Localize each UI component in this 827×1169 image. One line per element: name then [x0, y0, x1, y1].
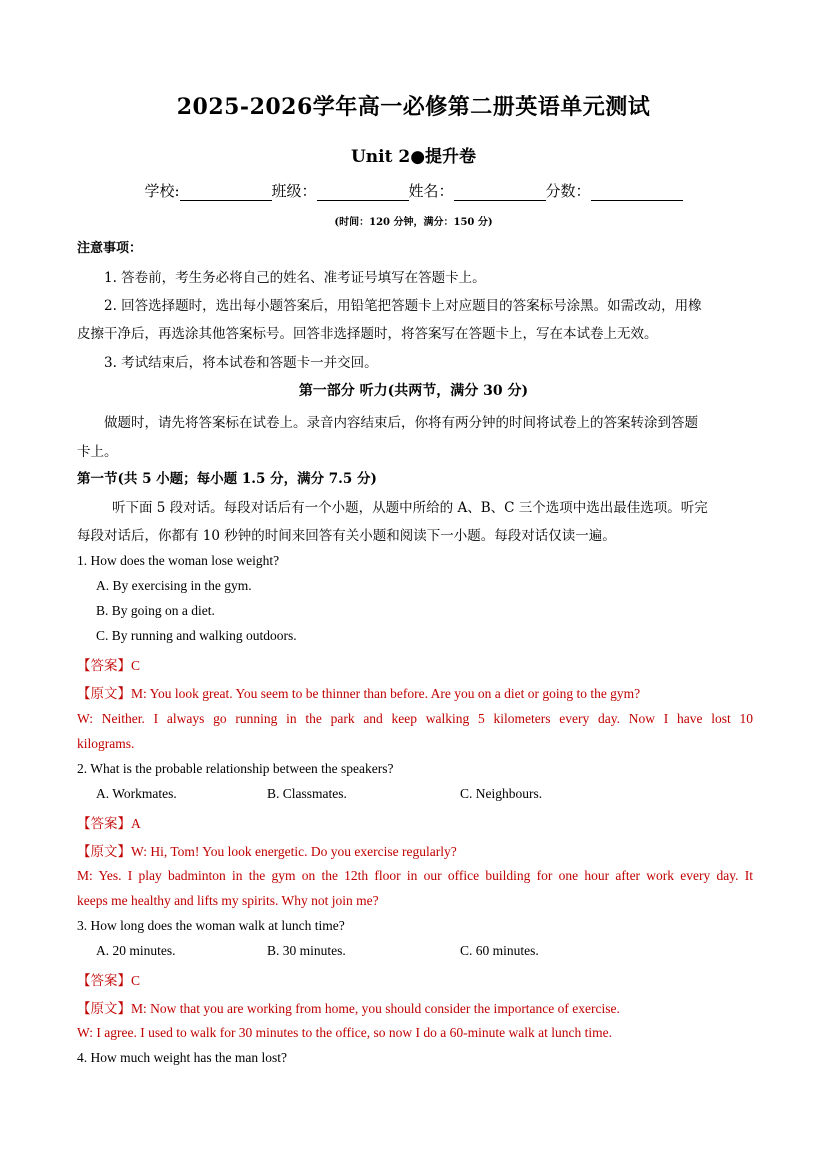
part1-heading: 第一部分 听力(共两节，满分 30 分)	[298, 383, 529, 399]
question-2-stem: 2. What is the probable relationship between the speakers?	[77, 761, 394, 776]
time-note: (时间：120 分钟，满分：150 分)	[334, 217, 493, 228]
script-line: M: Now that you are working from home, you should consider the importance of exercise.	[131, 1001, 620, 1016]
question-2-script-2: M: Yes. I play badminton in the gym on the 12th floor in our office building for one hour after work every day. It	[77, 868, 753, 883]
note-item-2-cont: 皮擦干净后，再选涂其他答案标号。回答非选择题时，将答案写在答题卡上，写在本试卷上无效。	[77, 326, 658, 342]
question-4-stem: 4. How much weight has the man lost?	[77, 1050, 287, 1065]
question-2-option-b: B. Classmates.	[267, 786, 347, 801]
part1-intro-cont: 卡上。	[77, 444, 118, 460]
question-3-answer	[77, 969, 140, 989]
question-2-option-c: C. Neighbours.	[460, 786, 543, 801]
question-1-option-c: C. By running and walking outdoors.	[96, 628, 297, 643]
question-3-script	[77, 997, 620, 1017]
script-line: M: You look great. You seem to be thinner than before. Are you on a diet or going to the gym?	[131, 686, 641, 701]
question-2-script-2-cont: keeps me healthy and lifts my spirits. Why not join me?	[77, 893, 379, 908]
question-3-script-2: W: I agree. I used to walk for 30 minutes to the office, so now I do a 60-minute walk at lunch time.	[77, 1025, 612, 1040]
section1-instructions: 听下面 5 段对话。每段对话后有一个小题，从题中所给的 A、B、C 三个选项中选出最佳选项。听完	[112, 500, 708, 516]
section1-instructions-cont: 每段对话后，你都有 10 秒钟的时间来回答有关小题和阅读下一小题。每段对话仅读一遍。	[77, 528, 616, 544]
answer-label: 【答案】	[77, 816, 131, 831]
class-label: 班级：	[271, 182, 317, 200]
name-label: 姓名：	[408, 182, 454, 200]
question-1-script	[77, 682, 640, 702]
question-2-answer	[77, 812, 141, 832]
answer-label: 【答案】	[77, 658, 131, 673]
note-item-3: 3. 考试结束后，将本试卷和答题卡一并交回。	[104, 355, 378, 371]
script-label: 【原文】	[77, 686, 131, 701]
note-item-1: 1. 答卷前，考生务必将自己的姓名、准考证号填写在答题卡上。	[104, 270, 486, 286]
note-item-2: 2. 回答选择题时，选出每小题答案后，用铅笔把答题卡上对应题目的答案标号涂黑。如需改动，用橡	[104, 298, 702, 314]
script-label: 【原文】	[77, 1001, 131, 1016]
answer-label: 【答案】	[77, 973, 131, 988]
question-1-stem: 1. How does the woman lose weight?	[77, 553, 280, 568]
question-2-script	[77, 840, 457, 860]
question-3-option-c: C. 60 minutes.	[460, 943, 539, 958]
score-field[interactable]	[591, 184, 683, 201]
student-info-row	[0, 180, 827, 201]
name-field[interactable]	[454, 184, 546, 201]
class-field[interactable]	[317, 184, 409, 201]
section1-heading: 第一节(共 5 小题；每小题 1.5 分，满分 7.5 分)	[77, 471, 377, 487]
question-1-option-b: B. By going on a diet.	[96, 603, 215, 618]
exam-subtitle: Unit 2●提升卷	[350, 147, 477, 167]
question-3-option-a: A. 20 minutes.	[96, 943, 176, 958]
school-label: 学校:	[144, 182, 180, 200]
question-1-script-2: W: Neither. I always go running in the park and keep walking 5 kilometers every day. Now I have lost 10	[77, 711, 753, 726]
script-label: 【原文】	[77, 844, 131, 859]
question-1-answer	[77, 654, 140, 674]
answer-value: C	[131, 973, 141, 988]
exam-title: 2025-2026学年高一必修第二册英语单元测试	[176, 94, 651, 120]
notes-heading: 注意事项：	[77, 241, 143, 256]
part1-intro: 做题时，请先将答案标在试卷上。录音内容结束后，你将有两分钟的时间将试卷上的答案转涂到答题	[104, 415, 698, 431]
question-1-script-2-cont: kilograms.	[77, 736, 135, 751]
question-2-option-a: A. Workmates.	[96, 786, 177, 801]
answer-value: A	[131, 816, 141, 831]
school-field[interactable]	[180, 184, 272, 201]
score-label: 分数：	[545, 182, 591, 200]
question-3-option-b: B. 30 minutes.	[267, 943, 346, 958]
question-3-stem: 3. How long does the woman walk at lunch time?	[77, 918, 345, 933]
answer-value: C	[131, 658, 141, 673]
question-1-option-a: A. By exercising in the gym.	[96, 578, 252, 593]
script-line: W: Hi, Tom! You look energetic. Do you exercise regularly?	[131, 844, 457, 859]
